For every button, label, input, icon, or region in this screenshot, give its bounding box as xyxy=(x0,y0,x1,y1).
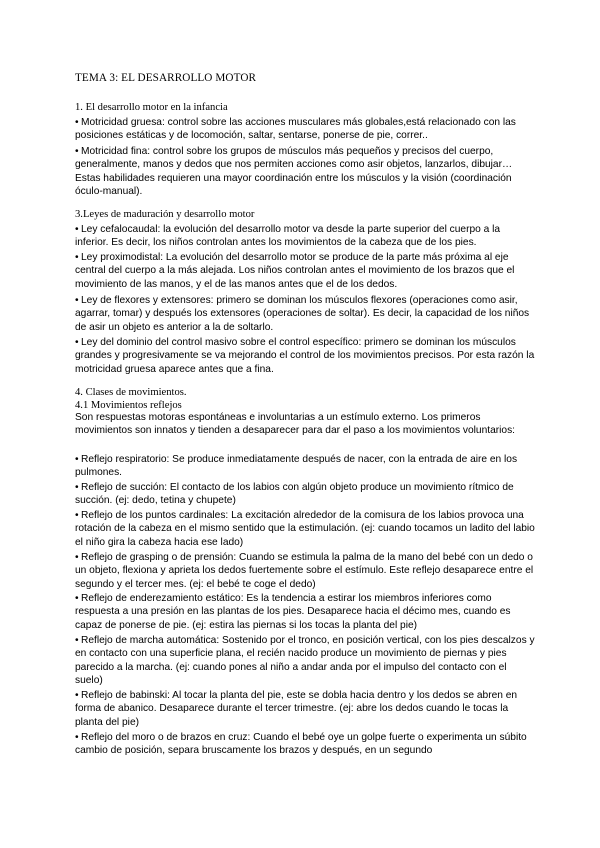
list-item xyxy=(75,509,535,549)
list-item xyxy=(75,116,535,143)
list-item-text: Ley proximodistal: La evolución del desarrollo motor se produce de la parte más próxima al eje central del cuerpo a la más alejada. Los niños controlan antes el movimiento de los brazos que el movimiento de las manos, y el de las manos antes que el de los dedos. xyxy=(75,252,515,290)
list-item-text: Reflejo de babinski: Al tocar la planta del pie, este se dobla hacia dentro y los dedos se abren en forma de abanico. Desaparece durante el tercer trimestre. (ej: abre los dedos cuando le tocas la planta del pie) xyxy=(75,690,518,728)
list-item xyxy=(75,481,535,508)
list-item xyxy=(75,336,535,376)
subsection-heading-4-1: 4.1 Movimientos reflejos xyxy=(75,400,182,411)
list-item xyxy=(75,251,535,291)
list-item xyxy=(75,731,535,758)
document-title: TEMA 3: EL DESARROLLO MOTOR xyxy=(75,72,257,84)
list-item-text: Motricidad gruesa: control sobre las acciones musculares más globales,está relacionado con las posiciones estáticas y de locomoción, saltar, sentarse, ponerse de pie, correr.. xyxy=(75,117,516,142)
bullet-icon: • xyxy=(75,295,79,306)
bullet-icon: • xyxy=(75,690,79,701)
bullet-icon: • xyxy=(75,224,79,235)
list-item-text: Ley cefalocaudal: la evolución del desarrollo motor va desde la parte superior del cuerpo a la inferior. Es decir, los niños controlan antes los movimientos de la cabeza que de los pies. xyxy=(75,224,501,249)
list-item xyxy=(75,689,535,729)
bullet-icon: • xyxy=(75,482,79,493)
list-item-text: Ley de flexores y extensores: primero se dominan los músculos flexores (operaciones como asir, agarrar, tomar) y después los extensores (operaciones de soltar). Es decir, la capacidad de los niños de asir un objeto es anterior a la de soltarlo. xyxy=(75,295,530,333)
bullet-icon: • xyxy=(75,117,79,128)
bullet-icon: • xyxy=(75,593,79,604)
bullet-icon: • xyxy=(75,635,79,646)
bullet-icon: • xyxy=(75,146,79,157)
list-item-text: Reflejo del moro o de brazos en cruz: Cuando el bebé oye un golpe fuerte o experimenta un súbito cambio de posición, separa bruscamente los brazos y después, en un segundo xyxy=(75,732,527,757)
bullet-icon: • xyxy=(75,552,79,563)
list-item xyxy=(75,592,535,632)
section-heading-4: 4. Clases de movimientos. xyxy=(75,387,187,398)
bullet-icon: • xyxy=(75,510,79,521)
list-item xyxy=(75,145,535,199)
list-item-text: Reflejo de succión: El contacto de los labios con algún objeto produce un movimiento rítmico de succión. (ej: dedo, tetina y chupete) xyxy=(75,482,514,507)
list-item-text: Ley del dominio del control masivo sobre el control específico: primero se dominan los músculos grandes y progresivamente se va mejorando el control de los movimientos precisos. Por esta razón la motricidad gruesa aparece antes que a fina. xyxy=(75,337,535,375)
list-item xyxy=(75,551,535,591)
list-item-text: Motricidad fina: control sobre los grupos de músculos más pequeños y precisos del cuerpo, generalmente, manos y dedos que nos permiten acciones como asir objetos, lanzarlos, dibujar… Estas habilidades requieren una mayor coordinación entre los músculos y la visión (coordinación óculo-manual). xyxy=(75,146,513,198)
list-item xyxy=(75,294,535,334)
bullet-icon: • xyxy=(75,252,79,263)
list-item-text: Reflejo de grasping o de prensión: Cuando se estimula la palma de la mano del bebé con un dedo o un objeto, flexiona y aprieta los dedos fuertemente sobre el estímulo. Este reflejo desaparece entre el segundo y el tercer mes. (ej: el bebé te coge el dedo) xyxy=(75,552,534,590)
section-intro: Son respuestas motoras espontáneas e involuntarias a un estímulo externo. Los primeros movimientos son innatos y tienden a desaparecer para dar el paso a los movimientos voluntarios: xyxy=(75,412,515,437)
section-heading-3: 3.Leyes de maduración y desarrollo motor xyxy=(75,209,255,220)
list-item-text: Reflejo de enderezamiento estático: Es la tendencia a estirar los miembros inferiores como respuesta a una presión en las plantas de los pies. Desaparece hacia el décimo mes, cuando es capaz de ponerse de pie. (ej: estira las piernas si los tocas la planta del pie) xyxy=(75,593,511,631)
bullet-icon: • xyxy=(75,454,79,465)
list-item-text: Reflejo respiratorio: Se produce inmediatamente después de nacer, con la entrada de aire en los pulmones. xyxy=(75,454,518,479)
bullet-icon: • xyxy=(75,337,79,348)
list-item xyxy=(75,634,535,688)
list-item-text: Reflejo de marcha automática: Sostenido por el tronco, en posición vertical, con los pies descalzos y en contacto con una superficie plana, el recién nacido produce un movimiento de piernas y pies parecido a la marcha. (ej: cuando pones al niño a andar anda por el impulso del contacto con el suelo) xyxy=(75,635,535,687)
list-item xyxy=(75,453,535,480)
section-heading-1: 1. El desarrollo motor en la infancia xyxy=(75,102,228,113)
bullet-icon: • xyxy=(75,732,79,743)
list-item-text: Reflejo de los puntos cardinales: La excitación alrededor de la comisura de los labios provoca una rotación de la cabeza en el mismo sentido que la estimulación. (ej: cuando tocamos un ladito del labio el niño gira la cabeza hacia ese lado) xyxy=(75,510,535,548)
list-item xyxy=(75,223,535,250)
